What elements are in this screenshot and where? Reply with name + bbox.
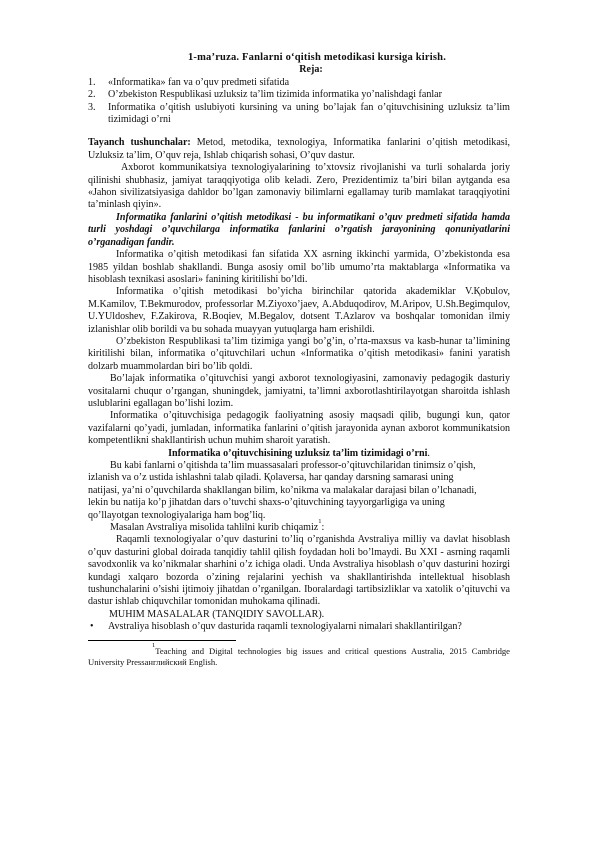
paragraph-australia-intro: Masalan Avstraliya misolida tahlilni kurib chiqamiz$^1$: [110, 518, 325, 534]
paragraph-ict: Axborot kommunikatsiya texnologiyalarining to’xtovsiz rivojlanishi va turli sohalarda joriy qilinishi shubhasiz, jamiyat taraqqiyotiga olib keladi. Zero, Prezidentimiz ta’biri bilan aytganda esa «Jahon sivilizatsiyasiga dahldor bo’lgan zamonaviy bilimlarni egallamay turib mamlakat taraqqiyotini ta’minlash qiyin». [88, 162, 510, 211]
plan-item-text: «Informatika» fan va o’quv predmeti sifatida [108, 76, 290, 88]
bullet-icon: • [90, 621, 94, 633]
paragraph-education-system: O’zbekiston Respublikasi ta’lim tizimiga yangi bo’g’in, o’rta-maxsus va kasb-hunar ta’limining kiritilishi bilan, informatika o’qituvchilari uchun «Informatika o’qitish metodikasi» fanini yaratish dolzarb muammolardan biri bo’lib qoldi. [88, 335, 510, 372]
footnote-number: 1 [152, 641, 156, 649]
plan-item-number: 2. [88, 89, 96, 101]
paragraph-line: lekin bu natija ko’p jihatdan dars o’tuvchi shaxs-o’qituvchining tayyorgarligiga va uning [88, 497, 445, 509]
key-concepts-paragraph [88, 137, 510, 162]
plan-item-number: 1. [88, 76, 96, 88]
plan-item-text: Informatika o’qitish uslubiyoti kursining va uning bo’lajak fan o’qituvchisining uzluksiz ta’lim tizimidagi o’rni [108, 101, 510, 126]
footnote-ref[interactable]: 1 [318, 518, 322, 526]
paragraph-teacher-goal: Informatika o’qituvchisiga pedagogik faoliyatning asosiy maqsadi qilib, bugungi kun, qator vazifalarni qo’yadi, jumladan, informatika fanlarini o’qitish jarayonida aynan axborot kommunikatsion kompetentlikni shakllantirish uchun muhim sharoit yaratish. [88, 410, 510, 447]
key-concepts-label: Tayanch tushunchalar: [88, 137, 191, 149]
paragraph-scholars: Informatika o’qitish metodikasi bo’yicha birinchilar qatorida akademiklar V.Қobulov, M.Kamilov, T.Bekmurodov, professorlar M.Ziyoxo’jaev, A.Abduqodirov, M.Aripov, U.Sh.Begimqulov, U.YUldoshev, F.Zakirova, R.Boqiev, M.Begalov, dotsent T.Azlarov va boshqalar tomonidan ilmiy izlanishlar olib borildi va bu sohada muayyan yutuqlarga ham erishildi. [88, 286, 510, 335]
paragraph-teaching-demands [88, 460, 510, 522]
paragraph-future-teacher: Bo’lajak informatika o’qituvchisi yangi axborot texnologiyasini, zamonaviy pedagogik dasturiy vositalarni chuqur o’rgangan, shuningdek, jamiyatni, ta’limni axborotlashtirilayotgan sharoitda ishlash uslublarini egallagan bo’lishi lozim. [88, 373, 510, 409]
plan-item-number: 3. [88, 101, 96, 113]
document-page [88, 52, 510, 668]
definition-paragraph: Informatika fanlarini o’qitish metodikasi - bu informatikani o’quv predmeti sifatida hamda turli yoshdagi o’quvchilarga informatika fanlarini o’rgatish jarayonining qonuniyatlarini o’rganadigan fandir. [88, 211, 510, 248]
paragraph-australia-analysis: Raqamli texnologiyalar o’quv dasturini to’liq o’rganishda Avstraliya milliy va davlat hisoblash o’quv dasturini global doirada tanqidiy tahlil qilish foydadan holi bo’lmaydi. Bu XXI - asrning raqamli savodxonlik va ko’nikmalar sharhini o’z ichiga oladi. Unda Avstraliya hisoblash o’quv dasturini hozirgi kundagi xalqaro bozorda o’zining rejalarini yechish va shakllantirishda intellektual hisoblash tushunchalarini o’sishi ijtimoiy jihatdan o’rganilgan. Iboralardagi tartibsizliklar va xatolik o’qituvchi va dastur ishlab chiquvchilar tomonidan muhokama qilinadi. [88, 534, 510, 608]
paragraph-line: natijasi, ya’ni o’quvchilarda shakllangan bilim, ko’nikma va malakalar darajasi bilan o’lchanadi, [88, 484, 477, 496]
plan-item [88, 77, 510, 89]
footnote-divider [88, 640, 236, 641]
footnote-text: Teaching and Digital technologies big issues and critical questions Australia, 2015 Cambridge University Pressанглийский English. [88, 645, 510, 667]
footnote [88, 641, 510, 668]
plan-item-text: O’zbekiston Respublikasi uzluksiz ta’lim tizimida informatika yo’nalishdagi fanlar [108, 89, 442, 101]
key-concepts-text: Metod, metodika, texnologiya, Informatika fanlarini o’qitish metodikasi, Uzluksiz ta’lim, O’quv reja, Ishlab chiqarish sohasi, O’quv dastur. [88, 137, 510, 161]
bullet-text: Avstraliya hisoblash o’quv dasturida raqamli texnologiyalarni nimalari shakllantirilgan? [108, 621, 462, 633]
problems-heading: MUHIM MASALALAR (TANQIDIY SAVOLLAR). [109, 608, 325, 620]
section-heading: Informatika o’qituvchisining uzluksiz ta’lim tizimidagi o’rni. [168, 447, 430, 459]
bullet-item [88, 621, 510, 633]
paragraph-line: qo’llayotgan texnologiyalariga ham bog’liq. [88, 509, 266, 521]
plan-item [88, 102, 510, 127]
lecture-title: 1-ma’ruza. Fanlarni o‘qitish metodikasi kursiga kirish. [187, 52, 447, 63]
plan-list [88, 77, 510, 127]
paragraph-history: Informatika o’qitish metodikasi fan sifatida XX asrning ikkinchi yarmida, O’zbekistonda esa 1985 yildan boshlab shakllandi. Bunga asosiy omil bo’lib umumo’rta maktablarga «Informatika va hisoblash texnikasi asoslari» fanining kiritilishi bo’ldi. [88, 249, 510, 285]
paragraph-line: Bu kabi fanlarni o’qitishda ta’lim muassasalari professor-o’qituvchilaridan tinimsiz o’qish, [110, 460, 476, 471]
paragraph-line: izlanish va o’z ustida ishlashni talab qiladi. Қolaversa, har qanday darsning samarasi uning [88, 472, 454, 484]
plan-heading: Reja: [299, 64, 323, 76]
plan-item [88, 89, 510, 101]
